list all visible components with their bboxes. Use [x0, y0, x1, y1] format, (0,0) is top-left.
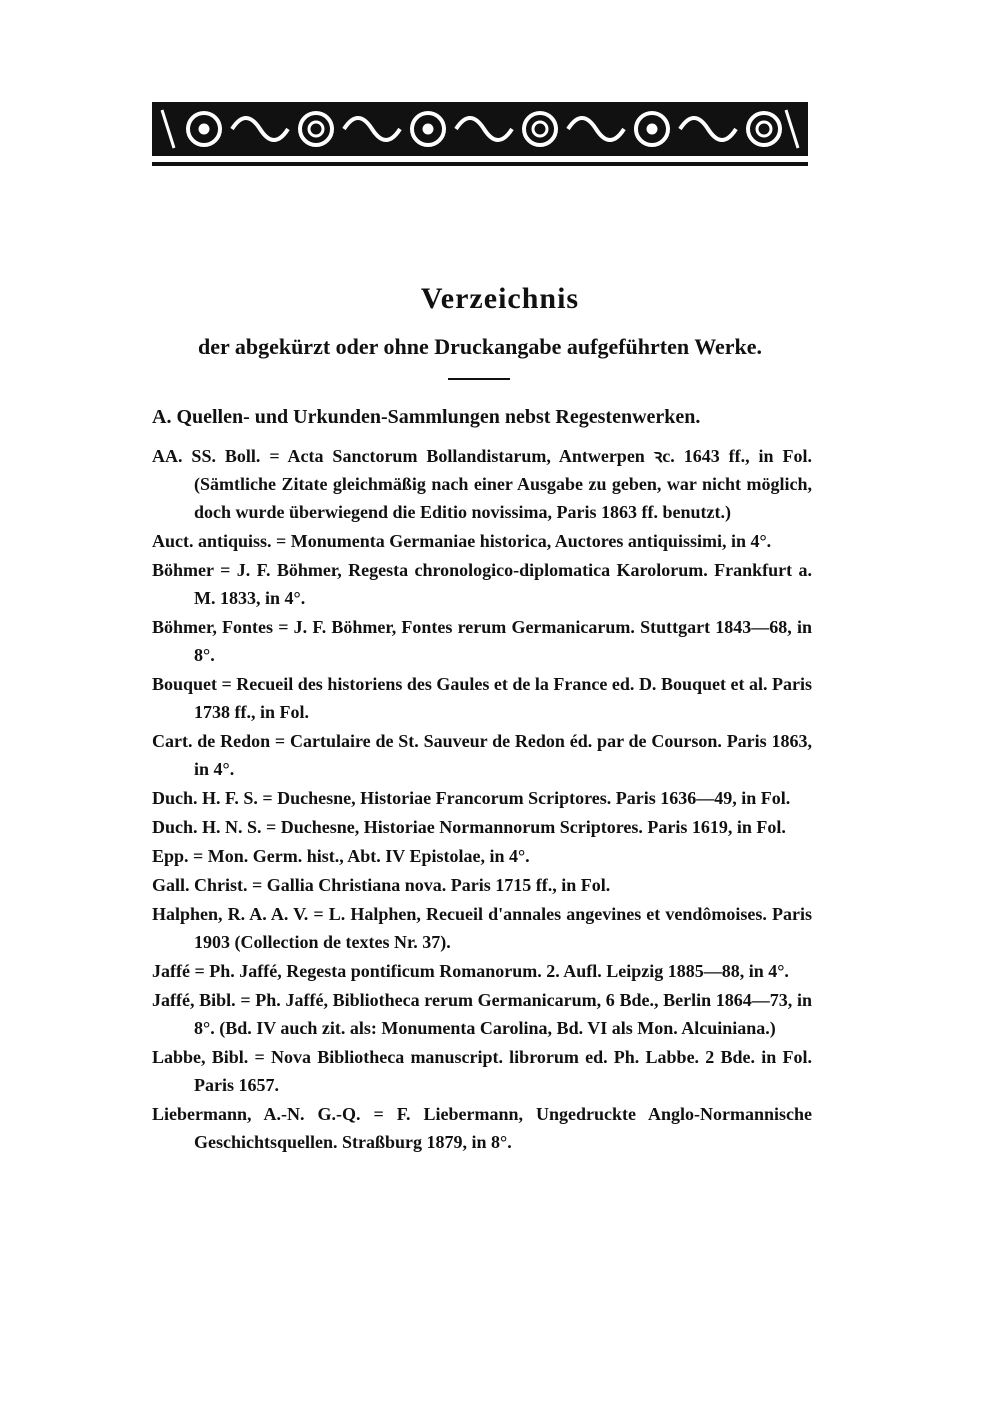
- list-item: Gall. Christ. = Gallia Christiana nova. Paris 1715 ff., in Fol.: [152, 875, 611, 895]
- list-item: AA. SS. Boll. = Acta Sanctorum Bollandistarum, Antwerpen ꝛc. 1643 ff., in Fol. (Sämtliche Zitate gleichmäßig nach einer Ausgabe zu geben, war nicht möglich, doch wurde überwiegend die Editio novissima, Paris 1863 ff. benutzt.): [152, 446, 812, 522]
- list-item: Böhmer, Fontes = J. F. Böhmer, Fontes rerum Germanicarum. Stuttgart 1843—68, in 8°.: [152, 617, 812, 665]
- page-title: Verzeichnis: [420, 282, 580, 315]
- list-item: Duch. H. F. S. = Duchesne, Historiae Francorum Scriptores. Paris 1636—49, in Fol.: [152, 788, 791, 808]
- list-item: Cart. de Redon = Cartulaire de St. Sauveur de Redon éd. par de Courson. Paris 1863, in 4°.: [152, 731, 812, 779]
- list-item: Jaffé, Bibl. = Ph. Jaffé, Bibliotheca rerum Germanicarum, 6 Bde., Berlin 1864—73, in 8°. (Bd. IV auch zit. als: Monumenta Carolina, Bd. VI als Mon. Alcuiniana.): [152, 990, 812, 1038]
- list-item: Bouquet = Recueil des historiens des Gaules et de la France ed. D. Bouquet et al. Paris 1738 ff., in Fol.: [152, 674, 812, 722]
- bibliography-list: [152, 442, 812, 1157]
- title-divider: [448, 378, 510, 380]
- list-item: Epp. = Mon. Germ. hist., Abt. IV Epistolae, in 4°.: [152, 846, 530, 866]
- section-heading: A. Quellen- und Urkunden-Sammlungen nebst Regestenwerken.: [152, 406, 701, 428]
- floral-ornament-band-icon: [152, 98, 808, 168]
- list-item: Böhmer = J. F. Böhmer, Regesta chronologico-diplomatica Karolorum. Frankfurt a. M. 1833, in 4°.: [152, 560, 812, 608]
- list-item: Labbe, Bibl. = Nova Bibliotheca manuscript. librorum ed. Ph. Labbe. 2 Bde. in Fol. Paris 1657.: [152, 1047, 812, 1095]
- list-item: Halphen, R. A. A. V. = L. Halphen, Recueil d'annales angevines et vendômoises. Paris 1903 (Collection de textes Nr. 37).: [152, 904, 812, 952]
- list-item: Duch. H. N. S. = Duchesne, Historiae Normannorum Scriptores. Paris 1619, in Fol.: [152, 817, 786, 837]
- page-subtitle: der abgekürzt oder ohne Druckangabe aufgeführten Werke.: [197, 334, 763, 359]
- list-item: Auct. antiquiss. = Monumenta Germaniae historica, Auctores antiquissimi, in 4°.: [152, 531, 772, 551]
- list-item: Liebermann, A.-N. G.-Q. = F. Liebermann, Ungedruckte Anglo-Normannische Geschichtsquellen. Straßburg 1879, in 8°.: [152, 1104, 812, 1152]
- list-item: Jaffé = Ph. Jaffé, Regesta pontificum Romanorum. 2. Aufl. Leipzig 1885—88, in 4°.: [152, 961, 789, 981]
